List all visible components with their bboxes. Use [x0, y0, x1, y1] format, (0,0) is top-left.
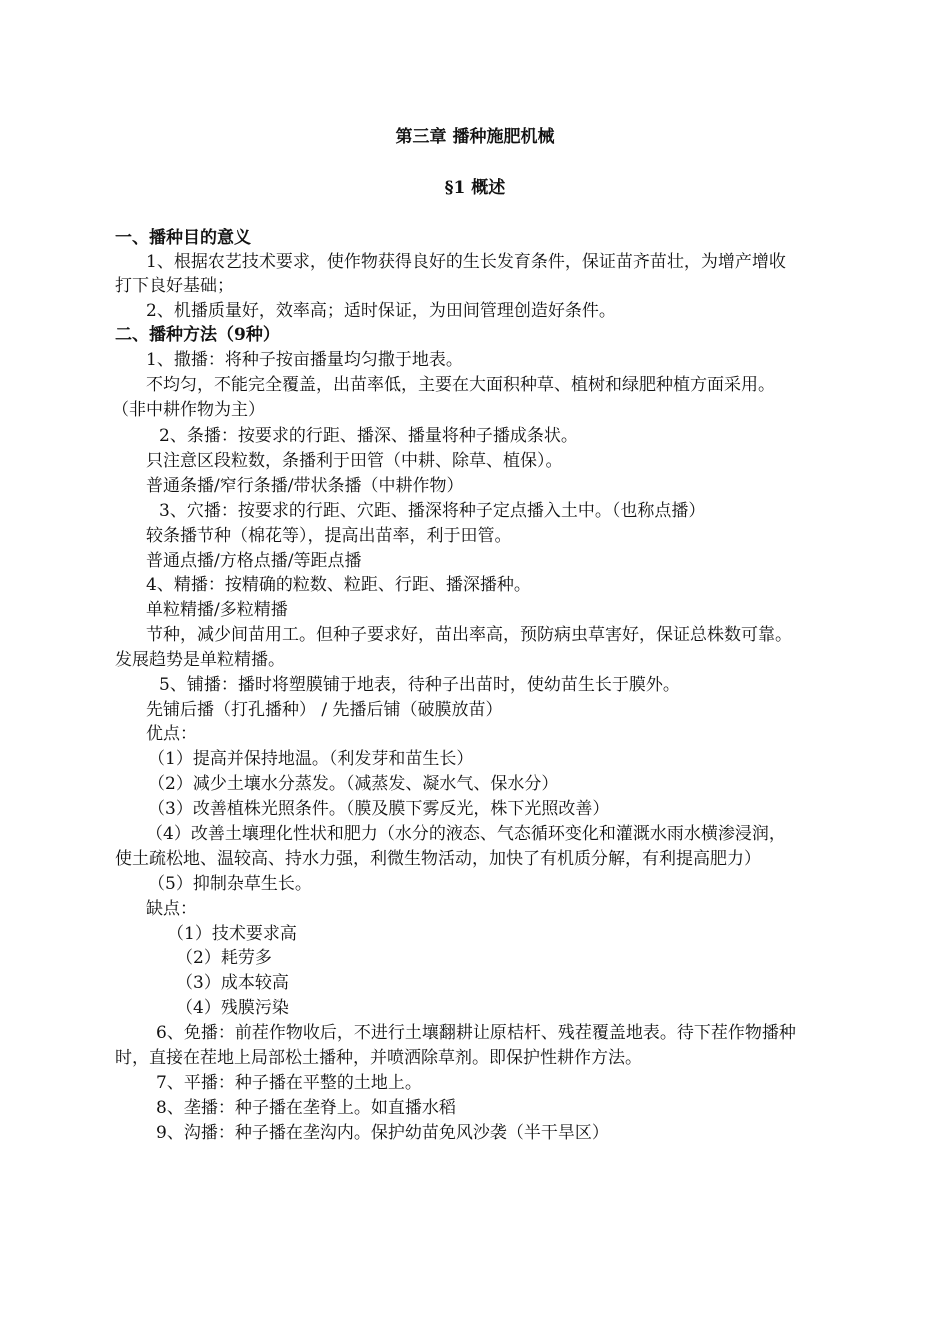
- paragraph: 9、沟播：种子播在垄沟内。保护幼苗免风沙袭（半干旱区）: [156, 1123, 609, 1143]
- section-title: §1 概述: [444, 178, 506, 198]
- paragraph: 缺点：: [146, 899, 197, 919]
- list-item: （4）残膜污染: [176, 998, 289, 1018]
- chapter-title: 第三章 播种施肥机械: [395, 127, 555, 147]
- paragraph: 只注意区段粒数，条播利于田管（中耕、除草、植保）。: [146, 451, 563, 471]
- paragraph: 节种，减少间苗用工。但种子要求好，苗出率高，预防病虫草害好，保证总株数可靠。: [146, 625, 792, 645]
- list-item: （1）技术要求高: [167, 924, 297, 944]
- paragraph: 8、垄播：种子播在垄脊上。如直播水稻: [156, 1098, 456, 1118]
- paragraph: 1、撒播：将种子按亩播量均匀撒于地表。: [146, 350, 463, 370]
- list-item: （2）耗劳多: [176, 948, 272, 968]
- paragraph: 7、平播：种子播在平整的土地上。: [156, 1073, 422, 1093]
- paragraph: 时，直接在茬地上局部松土播种，并喷洒除草剂。即保护性耕作方法。: [115, 1048, 642, 1068]
- paragraph: 2、机播质量好，效率高；适时保证，为田间管理创造好条件。: [146, 301, 616, 321]
- list-item: （3）改善植株光照条件。（膜及膜下雾反光，株下光照改善）: [148, 799, 610, 819]
- list-item: （5）抑制杂草生长。: [148, 874, 312, 894]
- heading-methods: 二、播种方法（9种）: [115, 325, 280, 345]
- paragraph: 6、免播：前茬作物收后，不进行土壤翻耕让原桔杆、残茬覆盖地表。待下茬作物播种: [156, 1023, 796, 1043]
- paragraph: 优点：: [146, 724, 197, 744]
- paragraph: 5、铺播：播时将塑膜铺于地表，待种子出苗时，使幼苗生长于膜外。: [159, 675, 680, 695]
- list-item: （2）减少土壤水分蒸发。（减蒸发、凝水气、保水分）: [148, 774, 559, 794]
- list-item: （4）改善土壤理化性状和肥力（水分的液态、气态循环变化和灌溉水雨水横渗浸润，: [146, 824, 786, 844]
- paragraph: 使土疏松地、温较高、持水力强，利微生物活动，加快了有机质分解，有利提高肥力）: [115, 849, 761, 869]
- paragraph: （非中耕作物为主）: [112, 400, 265, 420]
- list-item: （1）提高并保持地温。（利发芽和苗生长）: [148, 749, 474, 769]
- paragraph: 4、精播：按精确的粒数、粒距、行距、播深播种。: [146, 575, 531, 595]
- heading-purpose: 一、播种目的意义: [115, 228, 251, 248]
- paragraph: 较条播节种（棉花等），提高出苗率，利于田管。: [146, 526, 512, 546]
- paragraph: 发展趋势是单粒精播。: [115, 650, 285, 670]
- paragraph: 先铺后播（打孔播种） / 先播后铺（破膜放苗）: [146, 700, 503, 720]
- paragraph: 2、条播：按要求的行距、播深、播量将种子播成条状。: [159, 426, 578, 446]
- list-item: （3）成本较高: [176, 973, 289, 993]
- paragraph: 不均匀，不能完全覆盖，出苗率低，主要在大面积种草、植树和绿肥种植方面采用。: [146, 375, 775, 395]
- paragraph: 打下良好基础；: [115, 276, 234, 296]
- paragraph: 普通点播/方格点播/等距点播: [146, 551, 362, 571]
- paragraph: 单粒精播/多粒精播: [146, 600, 288, 620]
- paragraph: 普通条播/窄行条播/带状条播（中耕作物）: [146, 476, 464, 496]
- paragraph: 1、根据农艺技术要求，使作物获得良好的生长发育条件，保证苗齐苗壮，为增产增收: [146, 252, 786, 272]
- paragraph: 3、穴播：按要求的行距、穴距、播深将种子定点播入土中。（也称点播）: [159, 501, 706, 521]
